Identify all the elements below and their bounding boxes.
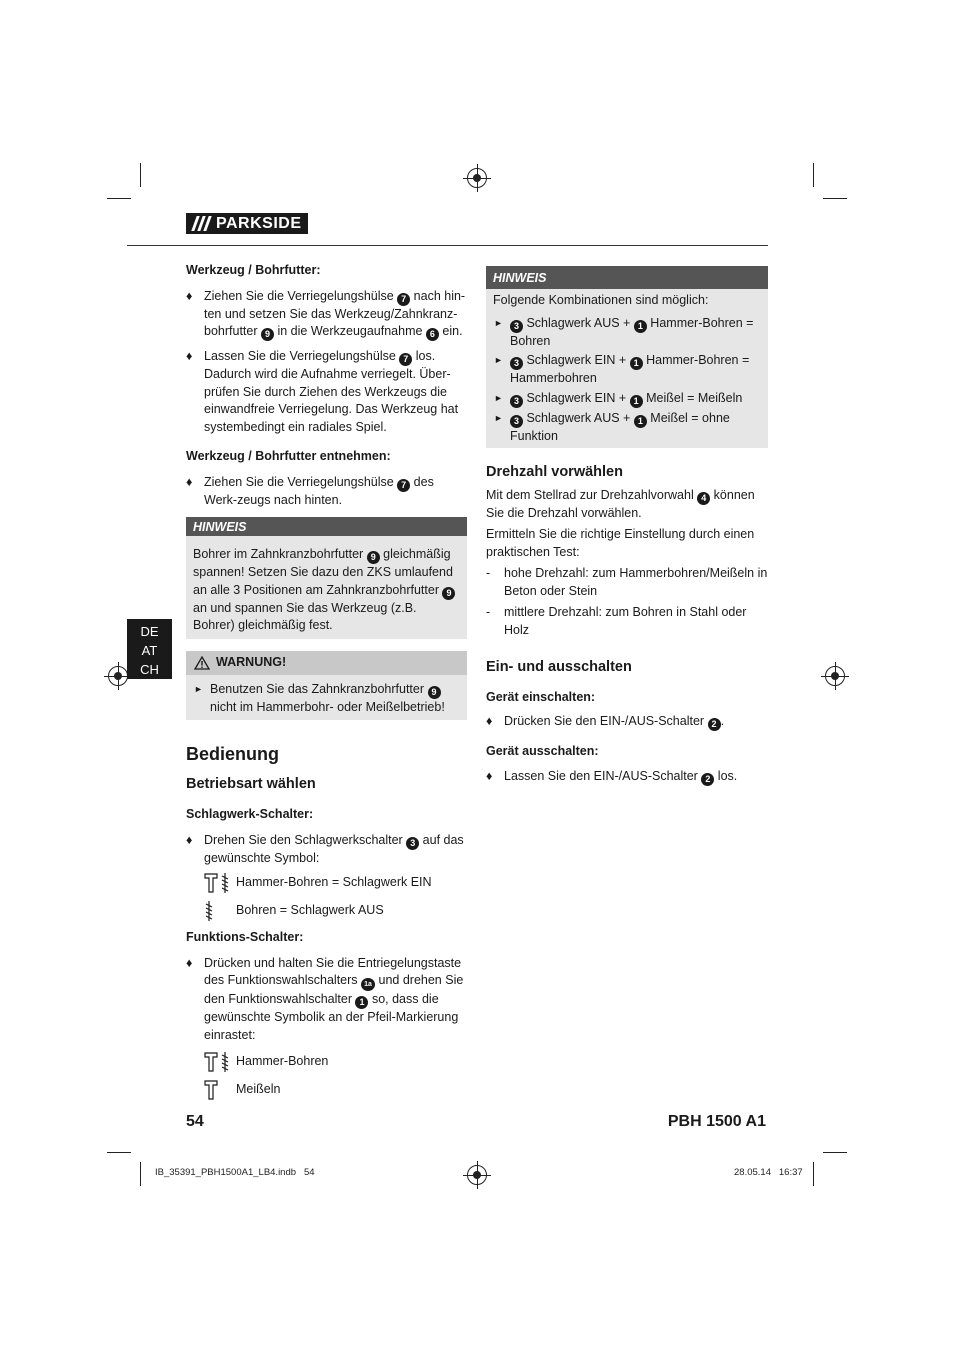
- note-body: Bohrer im Zahnkranzbohrfutter 9 gleichmäßig spannen! Setzen Sie dazu den ZKS umlaufend an alle 3 Positionen am Zahnkranzbohrfutter 9 an und spannen Sie das Werkzeug (z.B. Bohrer) gleichmäßig fest.: [186, 536, 467, 639]
- print-slug-date: 28.05.14 16:37: [734, 1167, 803, 1178]
- print-slug-file: IB_35391_PBH1500A1_LB4.indb 54: [155, 1167, 315, 1178]
- arrow-bullet-icon: ►: [194, 683, 203, 694]
- left-column: [186, 262, 467, 1104]
- warning-box: [186, 651, 467, 721]
- part-number-badge: 4: [697, 492, 710, 505]
- crop-mark: [823, 198, 847, 199]
- section-title: Schlagwerk-Schalter:: [186, 807, 314, 821]
- crop-mark: [140, 1162, 141, 1186]
- bullet-item: ♦ Drücken Sie den EIN-/AUS-Schalter 2 .: [486, 714, 725, 729]
- model-name: PBH 1500 A1: [667, 1113, 766, 1130]
- part-number-badge: 6: [426, 328, 439, 341]
- bullet-item: ♦ Lassen Sie den EIN-/AUS-Schalter 2 los.: [486, 768, 738, 784]
- symbol-row: Hammer-Bohren: [186, 1048, 467, 1076]
- symbol-row: Bohren = Schlagwerk AUS: [186, 897, 467, 925]
- part-number-badge: 9: [442, 587, 455, 600]
- note-title: HINWEIS: [186, 517, 467, 536]
- arrow-bullet-icon: ►: [494, 412, 503, 423]
- dash-item: - mittlere Drehzahl: zum Bohren in Stahl oder Holz: [486, 605, 747, 637]
- heading-ein-aus: Ein- und ausschalten: [486, 659, 632, 675]
- diamond-bullet-icon: ♦: [486, 714, 493, 728]
- bullet-item: ♦ Lassen Sie die Verriegelungshülse 7 los. Dadurch wird die Aufnahme verriegelt. Über-prüfen Sie durch Ziehen des Werkzeugs die einwandfreie Verriegelung. Das Werkzeug hat systembedingt ein radiales Spiel.: [186, 349, 459, 434]
- diamond-bullet-icon: ♦: [186, 288, 193, 303]
- registration-mark-icon: [467, 1165, 487, 1185]
- lang-at: AT: [141, 643, 158, 658]
- arrow-item: ► Benutzen Sie das Zahnkranzbohrfutter 9 nicht im Hammerbohr- oder Meißelbetrieb!: [194, 681, 445, 714]
- diamond-bullet-icon: ♦: [186, 832, 193, 847]
- chisel-hammer-icon: [204, 1079, 218, 1101]
- heading-bedienung: Bedienung: [186, 744, 279, 764]
- crop-mark: [813, 1162, 814, 1186]
- note-title: HINWEIS: [486, 266, 768, 289]
- note-body: [486, 289, 768, 448]
- part-number-badge: 1: [630, 395, 643, 408]
- logo-stripes-icon: [186, 213, 216, 234]
- section-title: Werkzeug / Bohrfutter:: [186, 263, 321, 277]
- brand-name: PARKSIDE: [216, 214, 302, 232]
- part-number-badge: 1: [355, 996, 368, 1009]
- header-rule: [127, 245, 768, 246]
- note-box: [186, 517, 467, 639]
- section-title: Gerät einschalten:: [486, 689, 596, 704]
- warning-title: WARNUNG!: [216, 654, 287, 669]
- section-title: Funktions-Schalter:: [186, 930, 304, 944]
- language-tab: [127, 619, 172, 679]
- registration-mark-icon: [108, 666, 128, 686]
- page-number: 54: [186, 1113, 204, 1130]
- part-number-badge: 1: [634, 320, 647, 333]
- paragraph: Mit dem Stellrad zur Drehzahlvorwahl 4 können Sie die Drehzahl vorwählen.: [486, 487, 755, 520]
- registration-mark-icon: [825, 666, 845, 686]
- part-number-badge: 9: [428, 686, 441, 699]
- arrow-bullet-icon: ►: [494, 317, 503, 328]
- hammer-icon: [204, 1051, 218, 1073]
- drill-icon: [220, 872, 230, 894]
- bullet-item: ♦ Drehen Sie den Schlagwerkschalter 3 auf das gewünschte Symbol:: [186, 832, 464, 865]
- arrow-bullet-icon: ►: [494, 392, 503, 403]
- arrow-item: ► 3 Schlagwerk AUS + 1 Hammer-Bohren = Bohren: [494, 315, 754, 348]
- drill-icon: [220, 1051, 230, 1073]
- diamond-bullet-icon: ♦: [186, 349, 193, 363]
- right-column: [486, 266, 768, 786]
- warning-triangle-icon: [194, 656, 210, 670]
- part-number-badge: 7: [397, 479, 410, 492]
- part-number-badge: 9: [261, 328, 274, 341]
- crop-mark: [107, 1152, 131, 1153]
- note-box: [486, 266, 768, 448]
- note-intro: Folgende Kombinationen sind möglich:: [493, 293, 709, 307]
- arrow-item: ► 3 Schlagwerk EIN + 1 Meißel = Meißeln: [494, 390, 743, 406]
- diamond-bullet-icon: ♦: [486, 768, 493, 783]
- crop-mark: [140, 163, 141, 187]
- heading-betriebsart: Betriebsart wählen: [186, 775, 316, 792]
- diamond-bullet-icon: ♦: [186, 955, 193, 970]
- lang-de: DE: [140, 624, 159, 639]
- symbol-row: Hammer-Bohren = Schlagwerk EIN: [186, 869, 467, 897]
- bullet-item: ♦ Drücken und halten Sie die Entriegelungstaste des Funktionswahlschalters 1a und drehen Sie den Funktionswahlschalter 1 so, dass die gewünschte Symbolik an der Pfeil-Markierung einrastet:: [186, 955, 464, 1042]
- part-number-badge: 3: [510, 320, 523, 333]
- part-number-badge: 1: [630, 357, 643, 370]
- part-number-badge: 3: [406, 837, 419, 850]
- drill-icon: [204, 900, 214, 922]
- warning-body: [186, 675, 467, 721]
- arrow-item: ► 3 Schlagwerk AUS + 1 Meißel = ohne Funktion: [494, 410, 730, 443]
- arrow-bullet-icon: ►: [494, 355, 503, 365]
- section-title: Gerät ausschalten:: [486, 744, 599, 758]
- diamond-bullet-icon: ♦: [186, 474, 193, 489]
- part-number-badge: 3: [510, 357, 523, 370]
- paragraph: Ermitteln Sie die richtige Einstellung durch einen praktischen Test:: [486, 527, 755, 559]
- crop-mark: [107, 198, 131, 199]
- lang-ch: CH: [140, 662, 159, 677]
- brand-logo: [186, 213, 308, 234]
- warning-header: [186, 651, 467, 675]
- crop-mark: [813, 163, 814, 187]
- part-number-badge: 9: [367, 551, 380, 564]
- arrow-item: ► 3 Schlagwerk EIN + 1 Hammer-Bohren = Hammerbohren: [494, 353, 750, 385]
- part-number-badge: 1a: [361, 978, 375, 991]
- crop-mark: [823, 1152, 847, 1153]
- bullet-item: ♦ Ziehen Sie die Verriegelungshülse 7 des Werk-zeugs nach hinten.: [186, 474, 434, 507]
- symbol-row: Meißeln: [186, 1076, 467, 1104]
- part-number-badge: 3: [510, 415, 523, 428]
- heading-drehzahl: Drehzahl vorwählen: [486, 464, 623, 480]
- part-number-badge: 2: [701, 773, 714, 786]
- dash-item: - hohe Drehzahl: zum Hammerbohren/Meißeln in Beton oder Stein: [486, 566, 768, 598]
- part-number-badge: 2: [708, 718, 721, 731]
- bullet-item: ♦ Ziehen Sie die Verriegelungshülse 7 nach hin-ten und setzen Sie das Werkzeug/Zahnkranz-bohrfutter 9 in die Werkzeugaufnahme 6 ein.: [186, 288, 466, 339]
- part-number-badge: 7: [399, 353, 412, 366]
- section-title: Werkzeug / Bohrfutter entnehmen:: [186, 449, 391, 463]
- registration-mark-icon: [467, 168, 487, 188]
- part-number-badge: 7: [397, 293, 410, 306]
- hammer-icon: [204, 872, 218, 894]
- part-number-badge: 3: [510, 395, 523, 408]
- part-number-badge: 1: [634, 415, 647, 428]
